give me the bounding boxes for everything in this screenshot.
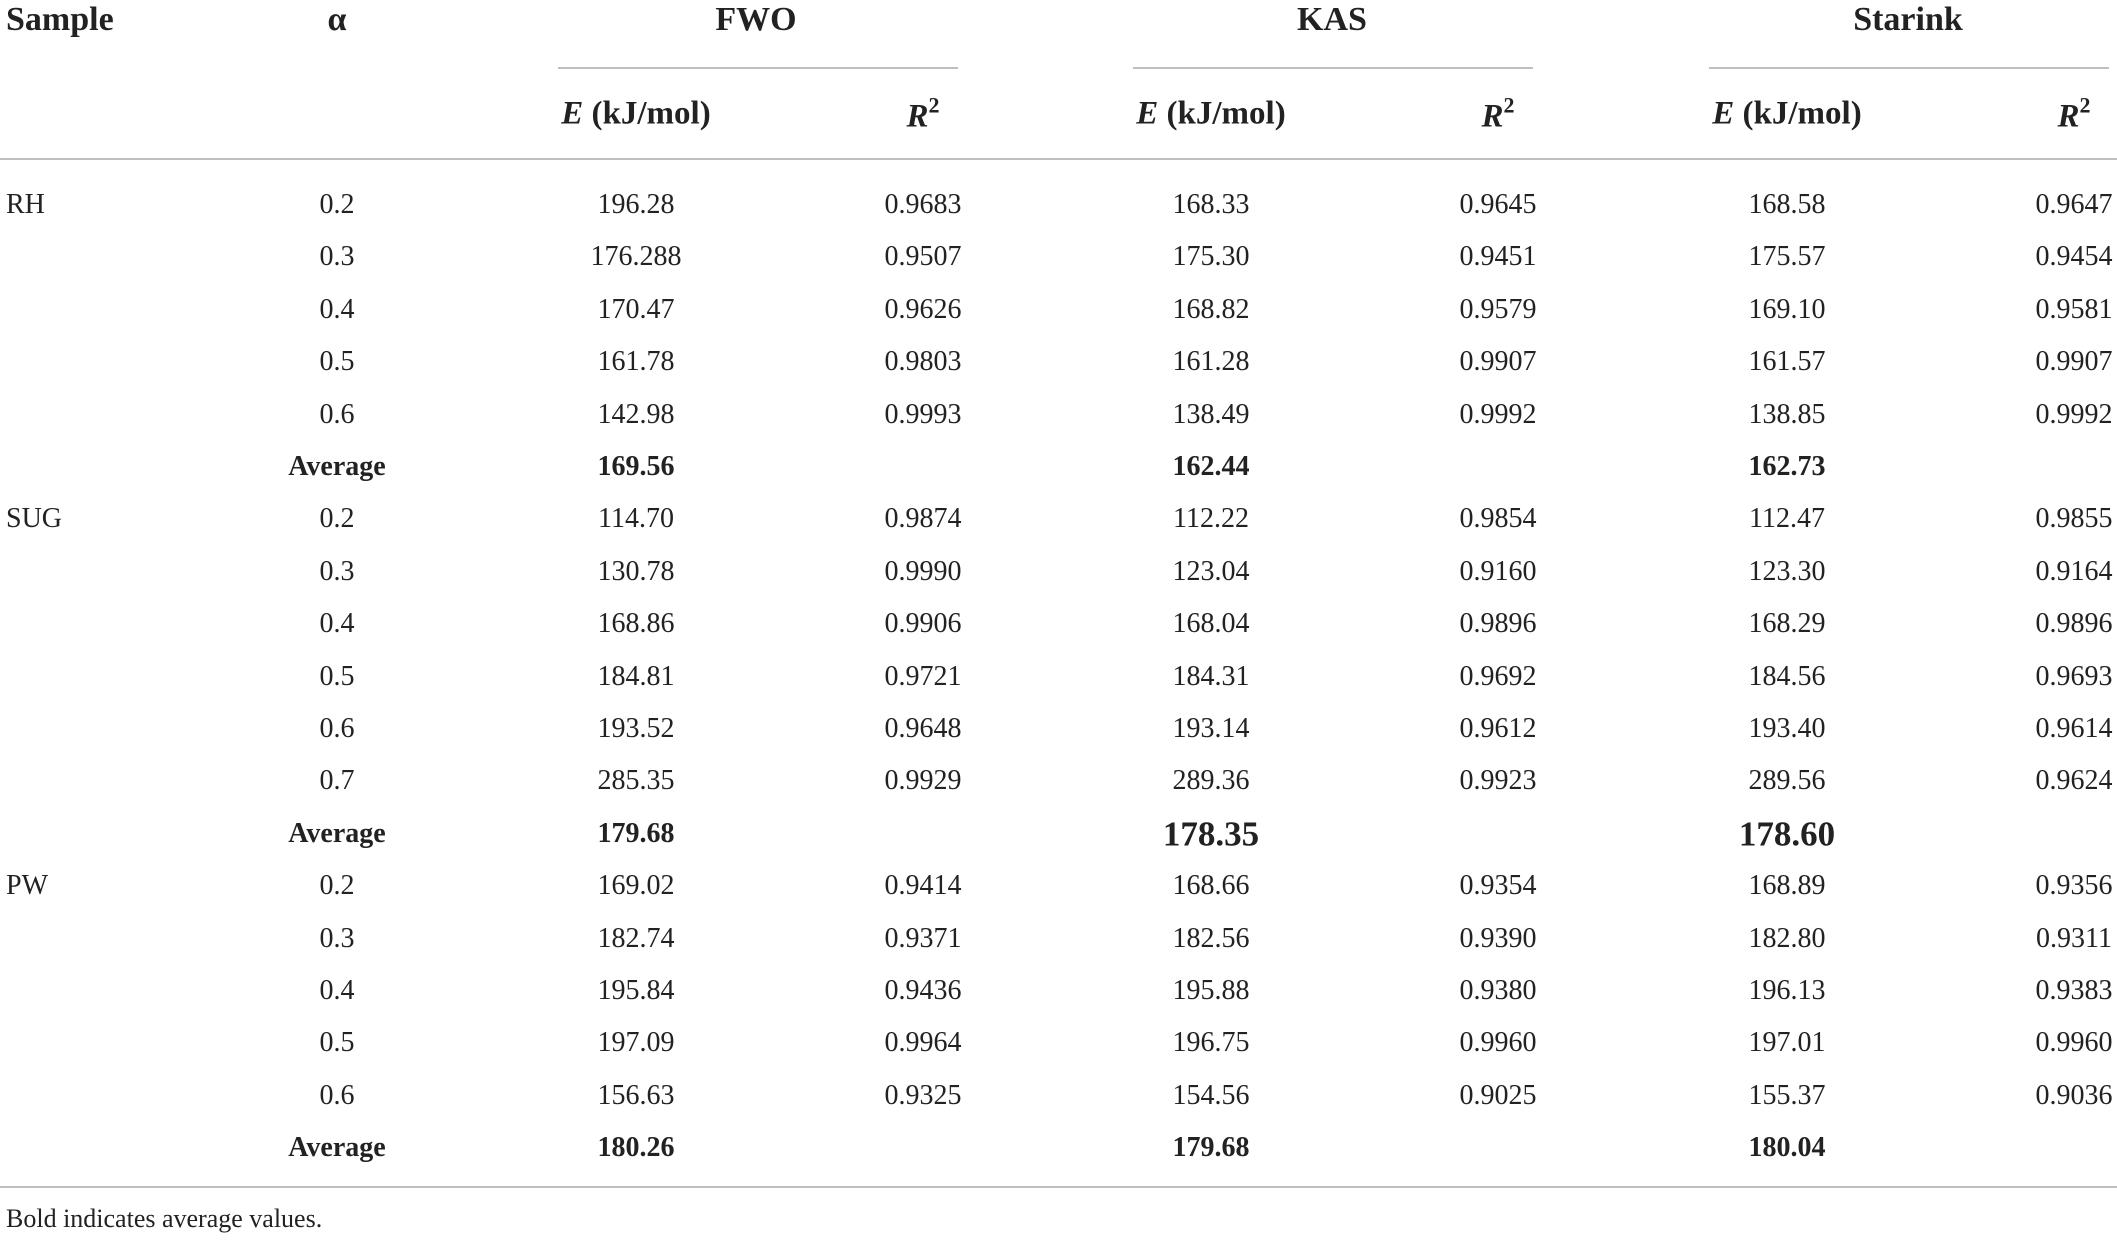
subheader-starink-e (1712, 95, 1862, 132)
kas-e-cell: 168.66 (1172, 870, 1250, 902)
fwo-e-cell: 169.02 (597, 870, 675, 902)
fwo-r2-cell: 0.9993 (884, 398, 962, 430)
starink-e-cell: 155.37 (1748, 1079, 1826, 1111)
fwo-r2-cell: 0.9626 (884, 293, 962, 325)
r-sup: 2 (928, 92, 940, 118)
starink-r2-cell: 0.9454 (2035, 241, 2113, 273)
subheader-fwo-e (561, 95, 711, 132)
starink-r2-cell: 0.9992 (2035, 398, 2113, 430)
e-var: E (561, 95, 584, 132)
kas-e-cell: 182.56 (1172, 922, 1250, 954)
starink-r2-cell: 0.9647 (2035, 189, 2113, 220)
fwo-e-cell: 182.74 (597, 922, 675, 954)
fwo-average: 180.26 (597, 1132, 675, 1164)
kas-r2-cell: 0.9025 (1459, 1079, 1537, 1111)
starink-e-cell: 138.85 (1748, 398, 1826, 430)
starink-r2-cell: 0.9614 (2035, 713, 2113, 744)
kas-r2-cell: 0.9451 (1459, 241, 1537, 273)
starink-e-cell: 184.56 (1748, 660, 1826, 692)
starink-e-cell: 168.89 (1748, 870, 1826, 902)
kas-e-cell: 168.82 (1172, 293, 1250, 325)
fwo-r2-cell: 0.9371 (884, 922, 962, 954)
alpha-cell: 0.2 (319, 870, 355, 902)
starink-e-cell: 175.57 (1748, 241, 1826, 273)
alpha-cell: 0.7 (319, 765, 355, 797)
header-method-starink: Starink (1853, 1, 1963, 38)
e-unit: (kJ/mol) (591, 95, 711, 132)
starink-average: 162.73 (1748, 451, 1826, 482)
sample-label: PW (6, 870, 48, 902)
fwo-e-cell: 197.09 (597, 1027, 675, 1059)
kas-average: 162.44 (1172, 451, 1250, 482)
starink-e-cell: 161.57 (1748, 346, 1826, 378)
kas-e-cell: 154.56 (1172, 1079, 1250, 1111)
sample-label: SUG (6, 503, 63, 535)
starink-r2-cell: 0.9164 (2035, 555, 2113, 587)
starink-r2-cell: 0.9036 (2035, 1079, 2113, 1111)
fwo-e-cell: 168.86 (597, 608, 675, 640)
kas-r2-cell: 0.9854 (1459, 503, 1537, 535)
kas-r2-cell: 0.9692 (1459, 660, 1537, 692)
kas-e-cell: 161.28 (1172, 346, 1250, 378)
kas-average: 178.35 (1162, 814, 1260, 854)
kas-header-rule (1133, 67, 1533, 69)
kas-r2-cell: 0.9960 (1459, 1027, 1537, 1059)
r-var: R (906, 98, 929, 135)
starink-average: 180.04 (1748, 1132, 1826, 1164)
kas-e-cell: 193.14 (1172, 713, 1250, 744)
starink-r2-cell: 0.9907 (2035, 346, 2113, 378)
fwo-e-cell: 285.35 (597, 765, 675, 797)
fwo-r2-cell: 0.9906 (884, 608, 962, 640)
kas-r2-cell: 0.9612 (1459, 713, 1537, 744)
starink-e-cell: 182.80 (1748, 922, 1826, 954)
alpha-cell: 0.5 (319, 346, 355, 378)
starink-r2-cell: 0.9855 (2035, 503, 2113, 535)
kas-r2-cell: 0.9992 (1459, 398, 1537, 430)
alpha-cell: 0.2 (319, 189, 355, 220)
starink-average: 178.60 (1738, 814, 1836, 854)
r-var: R (1481, 98, 1504, 135)
kas-e-cell: 184.31 (1172, 660, 1250, 692)
kas-e-cell: 138.49 (1172, 398, 1250, 430)
starink-r2-cell: 0.9581 (2035, 293, 2113, 325)
kas-e-cell: 123.04 (1172, 555, 1250, 587)
starink-r2-cell: 0.9896 (2035, 608, 2113, 640)
subheader-fwo-r2 (906, 92, 940, 135)
starink-header-rule (1709, 67, 2109, 69)
kas-r2-cell: 0.9390 (1459, 922, 1537, 954)
kas-r2-cell: 0.9645 (1459, 189, 1537, 220)
kas-average: 179.68 (1172, 1132, 1250, 1164)
starink-e-cell: 196.13 (1748, 975, 1826, 1006)
subheader-kas-r2 (1481, 92, 1515, 135)
kas-r2-cell: 0.9354 (1459, 870, 1537, 902)
starink-r2-cell: 0.9383 (2035, 975, 2113, 1006)
starink-e-cell: 197.01 (1748, 1027, 1826, 1059)
r-sup: 2 (2079, 92, 2091, 118)
fwo-average: 179.68 (597, 817, 675, 849)
header-alpha: α (327, 1, 347, 38)
alpha-cell: 0.3 (319, 555, 355, 587)
alpha-cell: 0.4 (319, 608, 355, 640)
fwo-e-cell: 176.288 (590, 241, 682, 273)
fwo-r2-cell: 0.9874 (884, 503, 962, 535)
e-unit: (kJ/mol) (1166, 95, 1286, 132)
fwo-r2-cell: 0.9325 (884, 1079, 962, 1111)
fwo-e-cell: 156.63 (597, 1079, 675, 1111)
kas-r2-cell: 0.9896 (1459, 608, 1537, 640)
alpha-cell: 0.5 (319, 660, 355, 692)
fwo-e-cell: 184.81 (597, 660, 675, 692)
subheader-starink-r2 (2057, 92, 2091, 135)
r-sup: 2 (1503, 92, 1515, 118)
fwo-e-cell: 114.70 (598, 503, 674, 535)
kas-r2-cell: 0.9380 (1459, 975, 1537, 1006)
alpha-cell: 0.6 (319, 713, 355, 744)
kas-r2-cell: 0.9923 (1459, 765, 1537, 797)
table-bottom-rule (0, 1186, 2117, 1188)
kas-e-cell: 168.04 (1172, 608, 1250, 640)
kas-e-cell: 168.33 (1172, 189, 1250, 220)
kas-r2-cell: 0.9579 (1459, 293, 1537, 325)
fwo-e-cell: 196.28 (597, 189, 675, 220)
starink-e-cell: 168.58 (1748, 189, 1826, 220)
kas-e-cell: 289.36 (1172, 765, 1250, 797)
alpha-cell: 0.5 (319, 1027, 355, 1059)
fwo-r2-cell: 0.9803 (884, 346, 962, 378)
fwo-r2-cell: 0.9964 (884, 1027, 962, 1059)
e-unit: (kJ/mol) (1742, 95, 1862, 132)
kas-r2-cell: 0.9907 (1459, 346, 1537, 378)
header-bottom-rule (0, 158, 2117, 160)
starink-e-cell: 168.29 (1748, 608, 1826, 640)
starink-r2-cell: 0.9356 (2035, 870, 2113, 902)
header-method-fwo: FWO (715, 1, 797, 38)
fwo-r2-cell: 0.9721 (884, 660, 962, 692)
starink-e-cell: 169.10 (1748, 293, 1826, 325)
fwo-e-cell: 193.52 (597, 713, 675, 744)
starink-e-cell: 112.47 (1749, 503, 1825, 535)
fwo-r2-cell: 0.9414 (884, 870, 962, 902)
header-sample: Sample (6, 1, 114, 38)
kas-e-cell: 112.22 (1173, 503, 1249, 535)
fwo-e-cell: 161.78 (597, 346, 675, 378)
kas-e-cell: 195.88 (1172, 975, 1250, 1006)
starink-e-cell: 289.56 (1748, 765, 1826, 797)
fwo-r2-cell: 0.9648 (884, 713, 962, 744)
fwo-e-cell: 170.47 (597, 293, 675, 325)
e-var: E (1712, 95, 1735, 132)
header-method-kas: KAS (1297, 1, 1367, 38)
fwo-r2-cell: 0.9929 (884, 765, 962, 797)
starink-e-cell: 193.40 (1748, 713, 1826, 744)
fwo-r2-cell: 0.9990 (884, 555, 962, 587)
fwo-e-cell: 142.98 (597, 398, 675, 430)
alpha-cell: 0.3 (319, 922, 355, 954)
average-label: Average (288, 817, 386, 849)
fwo-average: 169.56 (597, 451, 675, 482)
sample-label: RH (6, 189, 45, 220)
fwo-r2-cell: 0.9507 (884, 241, 962, 273)
footnote: Bold indicates average values. (6, 1204, 323, 1233)
alpha-cell: 0.3 (319, 241, 355, 273)
kas-e-cell: 175.30 (1172, 241, 1250, 273)
fwo-e-cell: 195.84 (597, 975, 675, 1006)
fwo-header-rule (558, 67, 958, 69)
alpha-cell: 0.6 (319, 398, 355, 430)
fwo-r2-cell: 0.9683 (884, 189, 962, 220)
starink-r2-cell: 0.9960 (2035, 1027, 2113, 1059)
starink-r2-cell: 0.9311 (2036, 922, 2112, 954)
subheader-kas-e (1136, 95, 1286, 132)
starink-e-cell: 123.30 (1748, 555, 1826, 587)
average-label: Average (288, 1132, 386, 1164)
alpha-cell: 0.4 (319, 975, 355, 1006)
kas-r2-cell: 0.9160 (1459, 555, 1537, 587)
starink-r2-cell: 0.9693 (2035, 660, 2113, 692)
e-var: E (1136, 95, 1159, 132)
fwo-r2-cell: 0.9436 (884, 975, 962, 1006)
alpha-cell: 0.6 (319, 1079, 355, 1111)
fwo-e-cell: 130.78 (597, 555, 675, 587)
alpha-cell: 0.2 (319, 503, 355, 535)
average-label: Average (288, 451, 386, 482)
starink-r2-cell: 0.9624 (2035, 765, 2113, 797)
alpha-cell: 0.4 (319, 293, 355, 325)
kas-e-cell: 196.75 (1172, 1027, 1250, 1059)
r-var: R (2057, 98, 2080, 135)
